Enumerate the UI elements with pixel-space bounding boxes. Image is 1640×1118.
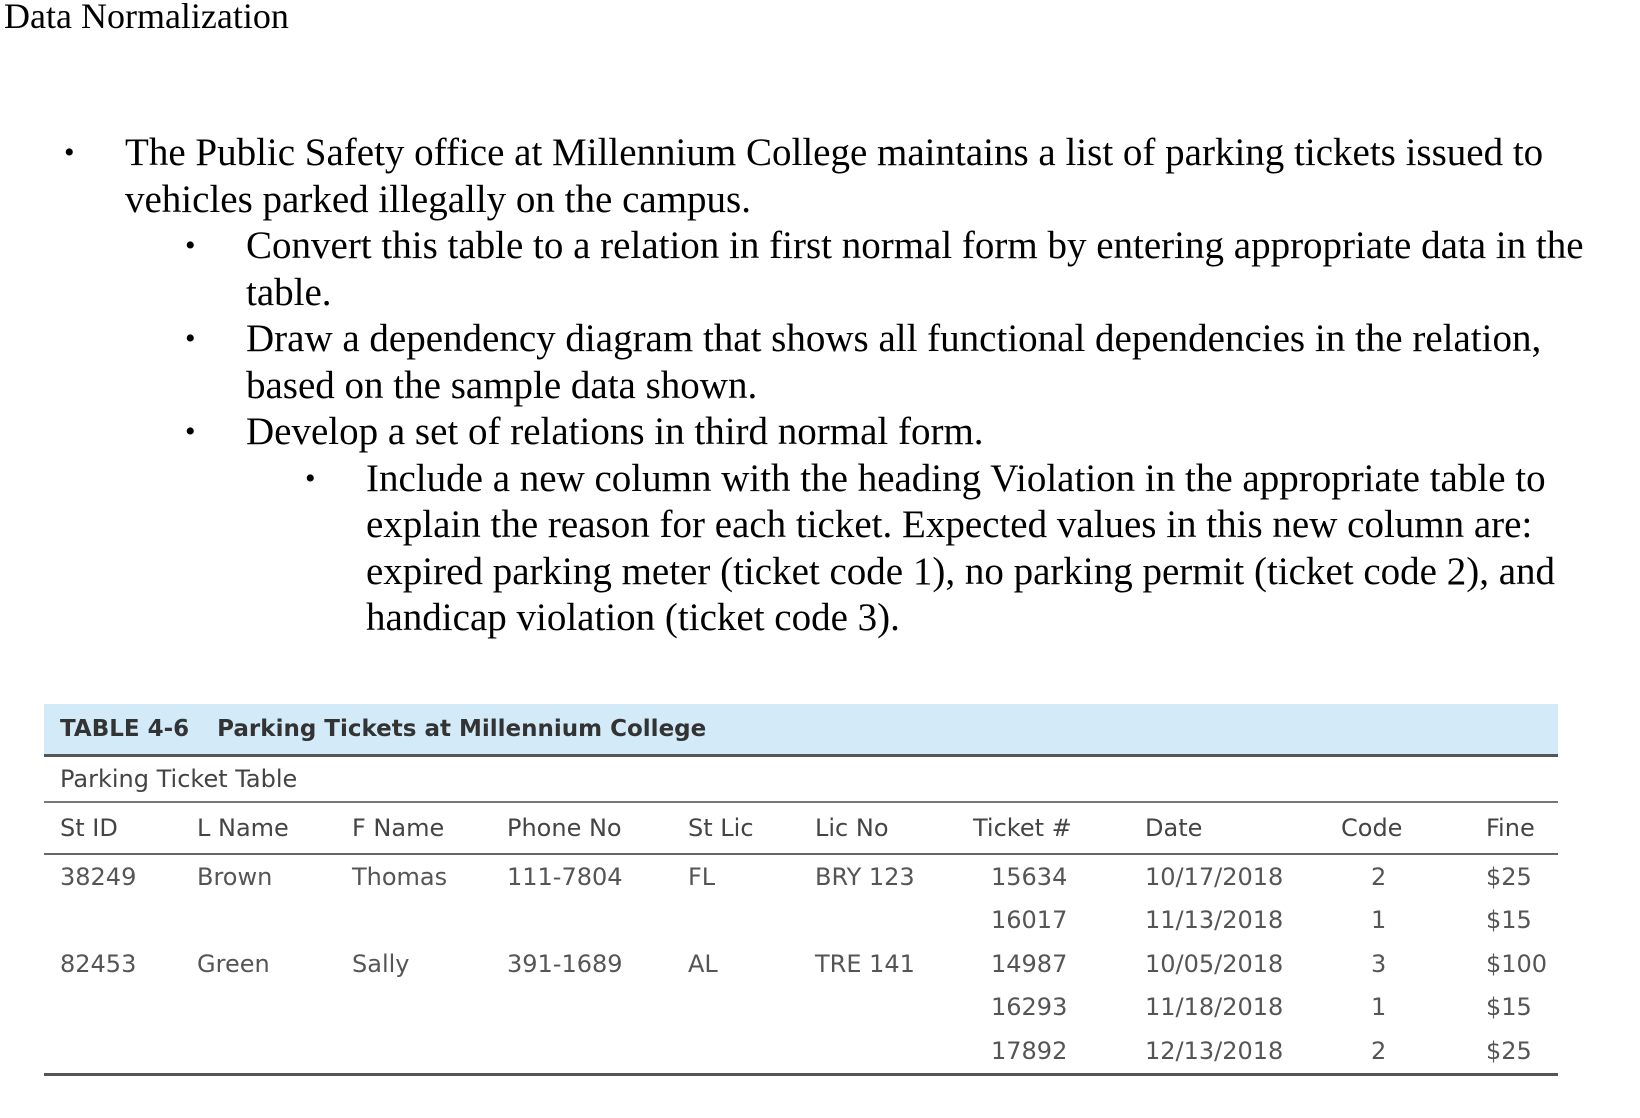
bullet-text: The Public Safety office at Millennium College maintains a list of parking tickets issued to vehicles parked illegally on the campus. (125, 131, 1544, 221)
table-cell: FL (688, 862, 716, 891)
table-cell (352, 1029, 507, 1074)
table-cell (44, 986, 197, 1030)
table-cell (197, 986, 352, 1030)
column-header: L Name (197, 803, 352, 854)
table-cell (44, 899, 197, 943)
table-cell: 391-1689 (507, 949, 623, 978)
bullet-text: Develop a set of relations in third normal form. (246, 410, 984, 453)
column-header: Fine (1486, 803, 1558, 854)
table-cell (507, 1029, 688, 1074)
table-row (44, 942, 1558, 986)
table-cell: TRE 141 (815, 949, 915, 978)
bullet-item (185, 316, 1586, 409)
table-header-row (44, 803, 1558, 854)
table-cell: 10/05/2018 (1145, 949, 1284, 978)
parking-ticket-table-figure (44, 704, 1558, 1076)
parking-ticket-table (44, 803, 1558, 1076)
table-cell (688, 899, 815, 943)
table-title: Parking Tickets at Millennium College (217, 716, 707, 742)
column-header: St ID (44, 803, 197, 854)
table-cell: Sally (352, 949, 410, 978)
table-cell: 10/17/2018 (1145, 862, 1284, 891)
table-cell (352, 899, 507, 943)
table-cell: 11/13/2018 (1145, 906, 1284, 935)
table-cell: 17892 (973, 1029, 1145, 1074)
table-cell (688, 986, 815, 1030)
table-cell (352, 986, 507, 1030)
table-cell: 38249 (60, 862, 137, 891)
table-cell (815, 899, 973, 943)
table-cell (688, 1029, 815, 1074)
column-header: Code (1341, 803, 1486, 854)
bullet-marker: • (64, 136, 75, 169)
bullet-text: Include a new column with the heading Violation in the appropriate table to explain the reason for each ticket. Expected values in this new column are: expired parking meter (ticket code 1), no parking permit (ticket code 2), and handicap violation (ticket code 3). (366, 456, 1556, 639)
table-cell: Green (197, 949, 270, 978)
bullet-marker: • (185, 229, 196, 262)
table-cell (815, 986, 973, 1030)
table-cell (197, 1029, 352, 1074)
table-cell: Thomas (352, 862, 448, 891)
page-title: Data Normalization (4, 0, 289, 36)
table-cell: 15634 (991, 862, 1068, 891)
table-cell: $15 (1486, 993, 1532, 1022)
table-cell (197, 899, 352, 943)
table-subtitle: Parking Ticket Table (44, 757, 1558, 803)
column-header: Date (1145, 803, 1341, 854)
table-cell: 16017 (991, 906, 1068, 935)
bullet-text: Draw a dependency diagram that shows all functional dependencies in the relation, based on the sample data shown. (246, 317, 1542, 407)
table-number: TABLE 4-6 (60, 716, 190, 742)
table-row (44, 986, 1558, 1030)
table-cell: $25 (1486, 862, 1532, 891)
column-header: Lic No (815, 803, 973, 854)
column-header: Phone No (507, 803, 688, 854)
table-row (44, 854, 1558, 899)
table-cell: 1 (1371, 993, 1387, 1022)
table-row (44, 1029, 1558, 1074)
table-cell: 11/18/2018 (1145, 993, 1284, 1022)
table-cell: $100 (1486, 949, 1548, 978)
bullet-marker: • (305, 461, 316, 495)
table-cell (507, 986, 688, 1030)
table-cell: 2 (1341, 1029, 1486, 1074)
table-caption (44, 704, 1558, 757)
table-cell: BRY 123 (815, 862, 915, 891)
table-cell: 14987 (991, 949, 1068, 978)
bullet-item (305, 456, 1566, 642)
column-header: Ticket # (973, 803, 1145, 854)
bullet-marker: • (185, 415, 196, 448)
column-header: St Lic (688, 803, 815, 854)
bullet-item (185, 409, 1586, 456)
bullet-item (64, 130, 1565, 223)
bullet-item (185, 223, 1586, 316)
table-cell (507, 899, 688, 943)
bullet-marker: • (185, 322, 196, 355)
table-cell: 12/13/2018 (1145, 1029, 1341, 1074)
bullet-list (0, 130, 1640, 642)
table-cell: 16293 (991, 993, 1068, 1022)
table-cell: 82453 (60, 949, 137, 978)
table-cell: $25 (1486, 1029, 1558, 1074)
table-cell (815, 1029, 973, 1074)
table-cell: 2 (1371, 862, 1387, 891)
table-cell: $15 (1486, 906, 1532, 935)
column-header: F Name (352, 803, 507, 854)
table-cell: Brown (197, 862, 273, 891)
table-cell (44, 1029, 197, 1074)
table-cell: 3 (1371, 949, 1387, 978)
table-cell: 1 (1371, 906, 1387, 935)
table-cell: 111-7804 (507, 862, 623, 891)
table-row (44, 899, 1558, 943)
table-cell: AL (688, 949, 718, 978)
bullet-text: Convert this table to a relation in first normal form by entering appropriate data in the table. (246, 224, 1584, 314)
